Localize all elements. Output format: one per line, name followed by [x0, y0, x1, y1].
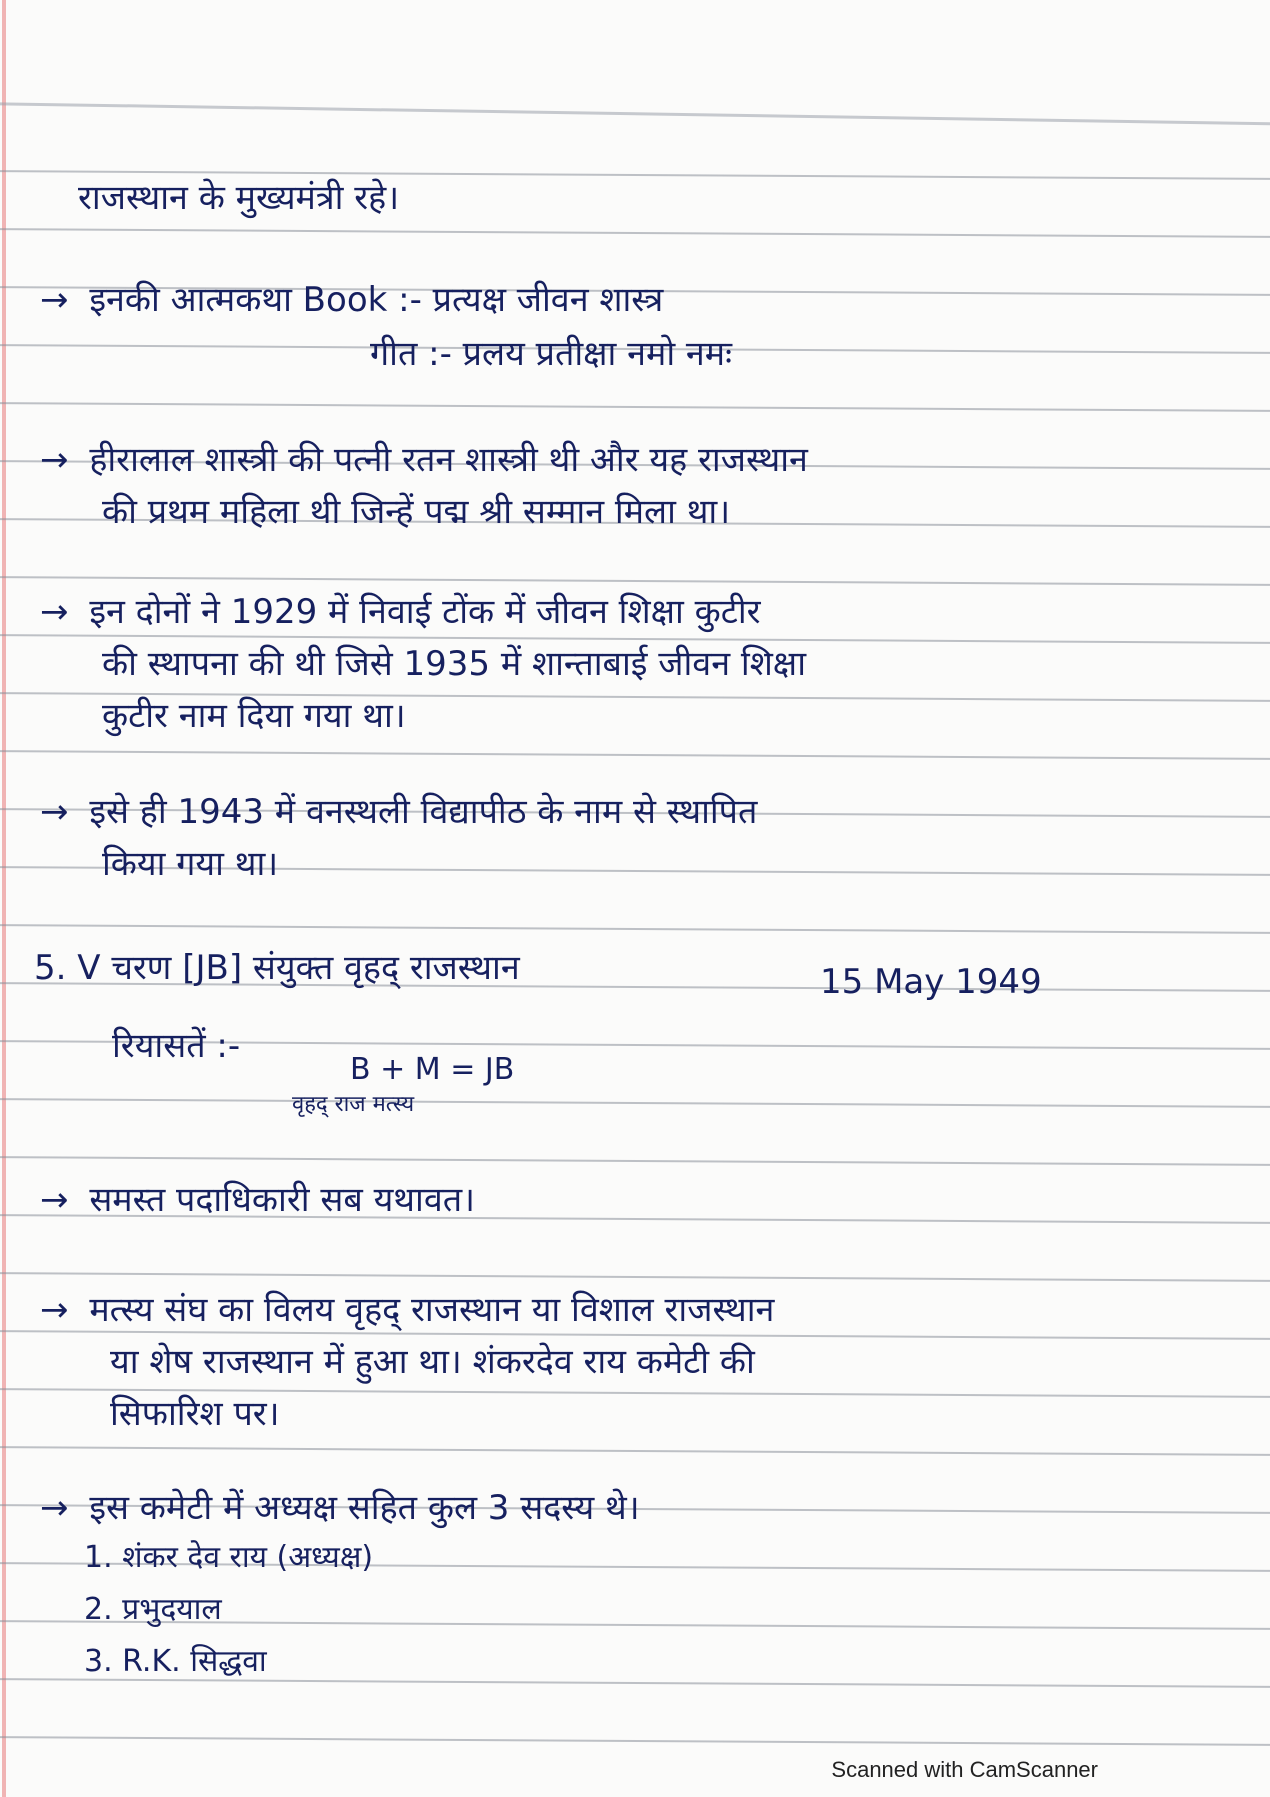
wife-note-line-2: की प्रथम महिला थी जिन्हें पद्म श्री सम्मान मिला था।: [102, 492, 731, 532]
page-rule: [0, 1736, 1270, 1746]
merger-note-line-1: [40, 1290, 774, 1331]
phase5-states-label: रियासतें :-: [112, 1026, 241, 1066]
page-rule: [0, 576, 1270, 586]
page-rule: [0, 1446, 1270, 1456]
arrow-icon: →: [40, 1488, 69, 1528]
arrow-icon: →: [40, 440, 69, 480]
officials-note-text: समस्त पदाधिकारी सब यथावत।: [89, 1180, 475, 1220]
scanner-watermark: Scanned with CamScanner: [831, 1757, 1098, 1782]
kutir-note-line-1: [40, 592, 761, 633]
wife-note-line-1: [40, 440, 808, 481]
book-label: इनकी आत्मकथा Book :-: [89, 280, 422, 320]
autobiography-book-line: [40, 280, 663, 321]
page-title: राजस्थान के मुख्यमंत्री रहे।: [78, 178, 400, 218]
autobiography-song-line: [370, 334, 732, 375]
vanasthali-note-text: इसे ही 1943 में वनस्थली विद्यापीठ के नाम से स्थापित: [89, 792, 758, 832]
merger-note-line-2: या शेष राजस्थान में हुआ था। शंकरदेव राय कमेटी की: [110, 1342, 755, 1382]
page-rule: [0, 402, 1270, 412]
merger-note-text: मत्स्य संघ का विलय वृहद् राजस्थान या विशाल राजस्थान: [89, 1290, 775, 1330]
wife-note-text: हीरालाल शास्त्री की पत्नी रतन शास्त्री थी और यह राजस्थान: [89, 440, 808, 480]
committee-member: 3. R.K. सिद्धवा: [84, 1644, 267, 1679]
page-rule: [0, 750, 1270, 760]
committee-note-text: इस कमेटी में अध्यक्ष सहित कुल 3 सदस्य थे।: [89, 1488, 640, 1528]
committee-member: 2. प्रभुदयाल: [84, 1592, 222, 1627]
committee-note-line-1: [40, 1488, 640, 1529]
book-title: प्रत्यक्ष जीवन शास्त्र: [432, 280, 664, 320]
arrow-icon: →: [40, 792, 69, 832]
phase5-date: 15 May 1949: [820, 962, 1042, 1002]
arrow-icon: →: [40, 592, 69, 632]
merger-note-line-3: सिफारिश पर।: [110, 1394, 280, 1434]
arrow-icon: →: [40, 280, 69, 320]
committee-member: 1. शंकर देव राय (अध्यक्ष): [84, 1540, 374, 1575]
page-rule: [0, 102, 1270, 126]
page-rule: [0, 924, 1270, 934]
song-title: प्रलय प्रतीक्षा नमो नमः: [462, 334, 733, 374]
arrow-icon: →: [40, 1290, 69, 1330]
page-rule: [0, 634, 1270, 644]
kutir-note-text: इन दोनों ने 1929 में निवाई टोंक में जीवन शिक्षा कुटीर: [89, 592, 761, 632]
margin-line: [2, 0, 6, 1797]
phase5-formula-sub: वृहद् राज मत्स्य: [292, 1092, 415, 1117]
kutir-note-line-2: की स्थापना की थी जिसे 1935 में शान्ताबाई जीवन शिक्षा: [102, 644, 806, 684]
page-rule: [0, 228, 1270, 238]
vanasthali-note-line-2: किया गया था।: [102, 844, 279, 884]
song-label: गीत :-: [370, 334, 452, 374]
phase5-heading: 5. V चरण [JB] संयुक्त वृहद् राजस्थान: [34, 948, 520, 988]
phase5-formula: B + M = JB: [350, 1052, 515, 1087]
arrow-icon: →: [40, 1180, 69, 1220]
page-rule: [0, 1156, 1270, 1166]
page-rule: [0, 1330, 1270, 1340]
page-rule: [0, 1098, 1270, 1108]
kutir-note-line-3: कुटीर नाम दिया गया था।: [102, 696, 406, 736]
page-rule: [0, 1272, 1270, 1282]
officials-note: [40, 1180, 475, 1221]
vanasthali-note-line-1: [40, 792, 757, 833]
